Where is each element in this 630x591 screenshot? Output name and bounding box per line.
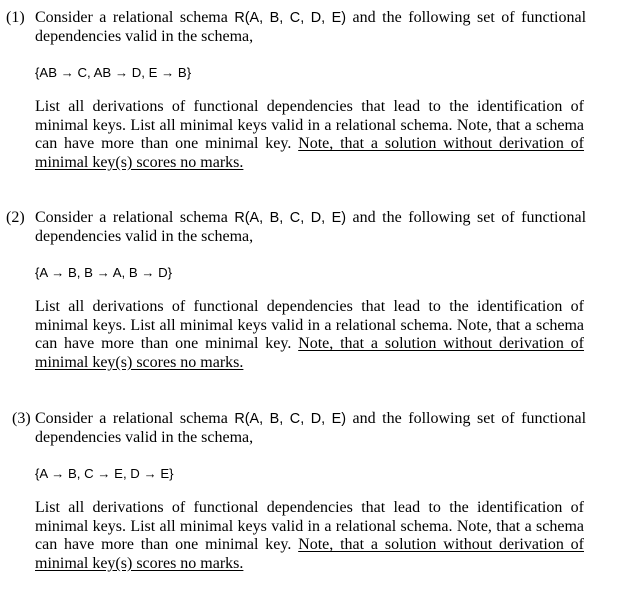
- intro-text-start: Consider a relational schema: [35, 9, 235, 26]
- note-underlined: Note, that a solution without derivation of: [298, 335, 585, 353]
- schema-name: R(A, B, C, D, E): [234, 411, 347, 427]
- note-underlined-end: minimal key(s) scores no marks.: [35, 153, 244, 171]
- instruction-line: can have more than one minimal key.: [35, 135, 292, 153]
- question-number: (2): [6, 209, 25, 226]
- note-underlined: Note, that a solution without derivation of: [298, 135, 585, 153]
- instruction-line: List all derivations of functional dependencies that lead to the identification of: [35, 98, 584, 115]
- question-2: [0, 209, 630, 372]
- instruction-line: List all derivations of functional dependencies that lead to the identification of: [35, 499, 584, 516]
- note-last-line: [35, 154, 584, 173]
- note-last-line: [35, 354, 584, 373]
- intro-text-start: Consider a relational schema: [35, 410, 235, 427]
- instruction-line-with-note: [35, 135, 584, 154]
- schema-name: R(A, B, C, D, E): [234, 210, 347, 226]
- instruction-line: can have more than one minimal key.: [35, 335, 292, 353]
- functional-dependencies: {A → B, C → E, D → E}: [35, 466, 174, 481]
- intro-text-end: and the following set of functional dependencies valid in the schema,: [35, 410, 587, 446]
- instruction-line: List all derivations of functional dependencies that lead to the identification of: [35, 298, 584, 315]
- instructions: [35, 98, 584, 172]
- instruction-line: minimal keys. List all minimal keys valid in a relational schema. Note, that a schema: [35, 316, 584, 334]
- functional-dependencies: {AB → C, AB → D, E → B}: [35, 65, 192, 80]
- intro-text-end: and the following set of functional dependencies valid in the schema,: [35, 209, 587, 245]
- question-intro: [0, 209, 630, 246]
- intro-text-start: Consider a relational schema: [35, 209, 235, 226]
- note-underlined-end: minimal key(s) scores no marks.: [35, 353, 244, 371]
- instruction-line: minimal keys. List all minimal keys valid in a relational schema. Note, that a schema: [35, 517, 584, 535]
- instruction-line-with-note: [35, 335, 584, 354]
- intro-text-end: and the following set of functional dependencies valid in the schema,: [35, 9, 587, 45]
- functional-dependencies: {A → B, B → A, B → D}: [35, 265, 173, 280]
- question-intro: [0, 410, 630, 447]
- instruction-line: can have more than one minimal key.: [35, 536, 292, 554]
- instructions: [35, 298, 584, 372]
- note-underlined: Note, that a solution without derivation of: [298, 536, 585, 554]
- question-number: (1): [6, 9, 25, 26]
- note-underlined-end: minimal key(s) scores no marks.: [35, 554, 244, 572]
- schema-name: R(A, B, C, D, E): [234, 10, 347, 26]
- question-number: (3): [12, 410, 31, 427]
- instructions: [35, 499, 584, 573]
- note-last-line: [35, 555, 584, 574]
- question-intro: [0, 9, 630, 46]
- instruction-line-with-note: [35, 536, 584, 555]
- question-1: [0, 9, 630, 172]
- question-3: [0, 410, 630, 573]
- instruction-line: minimal keys. List all minimal keys valid in a relational schema. Note, that a schema: [35, 116, 584, 134]
